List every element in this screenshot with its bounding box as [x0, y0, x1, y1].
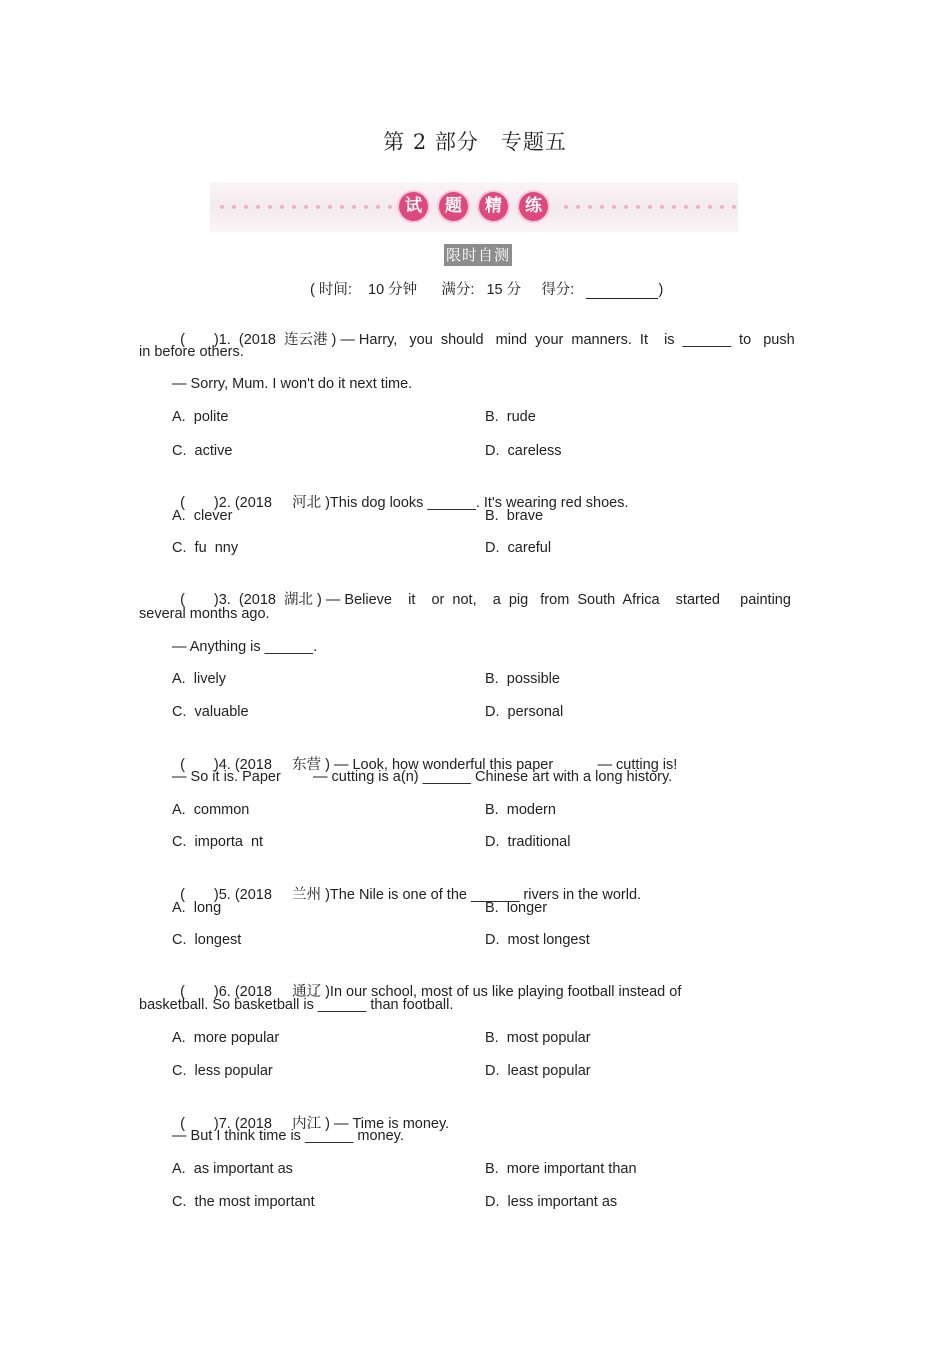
question-1-line-2: in before others. [139, 344, 244, 360]
question-5-stem: (2018 兰州 )The Nile is one of the ______ rivers in the world. [234, 887, 642, 903]
question-4-option-d[interactable]: D. traditional [485, 834, 571, 850]
question-2-option-a[interactable]: A. clever [172, 508, 233, 524]
sub-section-label: 限时自测 [446, 246, 511, 264]
question-3-stem: (2018 湖北 ) — Believe it or not, a pig from South Africa started painting [238, 592, 791, 608]
question-6-number: ( )6. [180, 984, 231, 1000]
question-4-option-c[interactable]: C. importa nt [172, 834, 264, 850]
question-6-stem: (2018 通辽 )In our school, most of us like playing football instead of [234, 984, 682, 1000]
question-4-option-a[interactable]: A. common [172, 802, 250, 818]
question-2-number: ( )2. [180, 495, 231, 511]
question-4-line-2: — So it is. Paper — cutting is a(n) ______ Chinese art with a long history. [172, 769, 673, 785]
question-3-option-b[interactable]: B. possible [485, 671, 560, 687]
question-1-number: ( )1. [180, 332, 231, 348]
full-label: 满分: [441, 282, 475, 298]
question-4-option-b[interactable]: B. modern [485, 802, 556, 818]
question-1-stem: (2018 连云港 ) — Harry, you should mind your manners. It is ______ to push [238, 332, 795, 348]
question-5-line-1 [172, 865, 641, 905]
question-3-option-c[interactable]: C. valuable [172, 704, 249, 720]
question-4-number: ( )4. [180, 757, 231, 773]
question-7-line-2: — But I think time is ______ money. [172, 1128, 404, 1144]
question-6-option-a[interactable]: A. more popular [172, 1030, 280, 1046]
question-2-stem: (2018 河北 )This dog looks ______. It's wearing red shoes. [234, 495, 629, 511]
question-2-option-b[interactable]: B. brave [485, 508, 544, 524]
time-value: 10 分钟 [368, 282, 418, 298]
time-label: ( 时间: [310, 282, 352, 298]
question-7-option-b[interactable]: B. more important than [485, 1161, 637, 1177]
question-1-option-a[interactable]: A. polite [172, 409, 229, 425]
question-3-option-a[interactable]: A. lively [172, 671, 226, 687]
banner-char-3: 精 [479, 192, 508, 221]
question-7-option-d[interactable]: D. less important as [485, 1194, 618, 1210]
question-5-option-b[interactable]: B. longer [485, 900, 548, 916]
question-1-option-d[interactable]: D. careless [485, 443, 562, 459]
full-value: 15 分 [486, 282, 522, 298]
banner-char-1: 试 [399, 192, 428, 221]
question-5-option-d[interactable]: D. most longest [485, 932, 590, 948]
question-5-option-a[interactable]: A. long [172, 900, 222, 916]
question-3-number: ( )3. [180, 592, 231, 608]
meta-line [310, 278, 663, 299]
question-7-stem: (2018 内江 ) — Time is money. [234, 1116, 450, 1132]
banner-dots-right [560, 205, 736, 209]
meta-close: ) [658, 282, 664, 298]
question-7-option-c[interactable]: C. the most important [172, 1194, 315, 1210]
banner-char-4: 练 [519, 192, 548, 221]
question-1-line-1 [172, 310, 795, 350]
question-3-line-2: several months ago. [139, 606, 270, 622]
question-3-option-d[interactable]: D. personal [485, 704, 564, 720]
question-1-option-b[interactable]: B. rude [485, 409, 536, 425]
score-blank[interactable] [586, 282, 658, 299]
question-1-option-c[interactable]: C. active [172, 443, 233, 459]
question-6-line-2: basketball. So basketball is ______ than football. [139, 997, 454, 1013]
question-7-option-a[interactable]: A. as important as [172, 1161, 293, 1177]
question-3-line-3: — Anything is ______. [172, 639, 318, 655]
section-banner [210, 182, 738, 232]
question-7-number: ( )7. [180, 1116, 231, 1132]
question-5-option-c[interactable]: C. longest [172, 932, 242, 948]
banner-dots-left [216, 205, 402, 209]
question-2-option-d[interactable]: D. careful [485, 540, 552, 556]
question-6-option-c[interactable]: C. less popular [172, 1063, 273, 1079]
question-2-option-c[interactable]: C. fu nny [172, 540, 239, 556]
page-title: 第 2 部分 专题五 [383, 130, 567, 154]
question-2-line-1 [172, 473, 629, 513]
banner-char-2: 题 [439, 192, 468, 221]
question-6-option-b[interactable]: B. most popular [485, 1030, 591, 1046]
question-5-number: ( )5. [180, 887, 231, 903]
question-1-line-3: — Sorry, Mum. I won't do it next time. [172, 376, 413, 392]
score-label: 得分: [541, 282, 575, 298]
question-6-option-d[interactable]: D. least popular [485, 1063, 591, 1079]
question-4-stem: (2018 东营 ) — Look, how wonderful this paper — cutting is! [234, 757, 678, 773]
